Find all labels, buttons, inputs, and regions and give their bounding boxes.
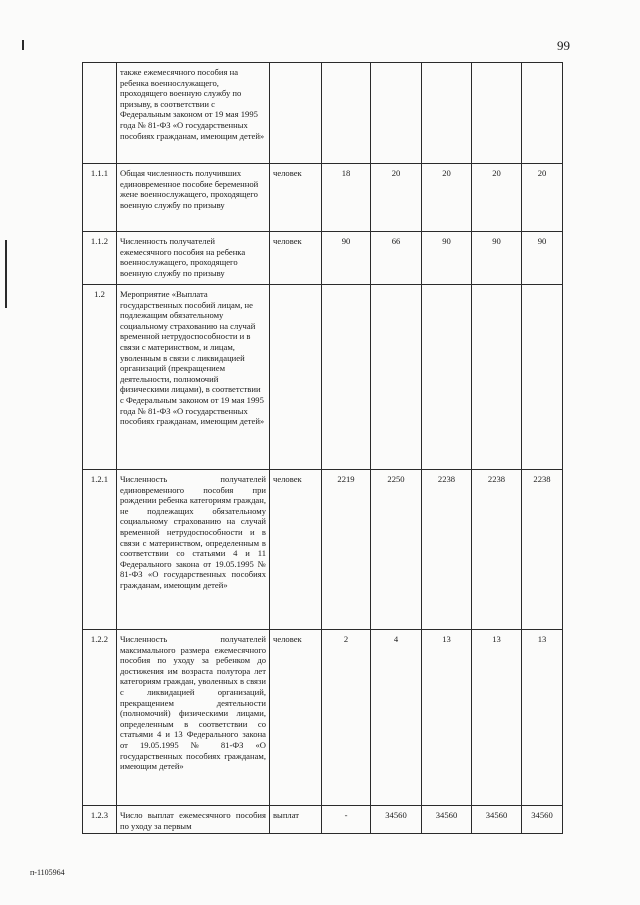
row-value-4: 2238 — [472, 470, 522, 630]
row-value-5: 13 — [522, 630, 563, 806]
row-number: 1.1.2 — [83, 232, 117, 285]
row-value-4: 13 — [472, 630, 522, 806]
row-value-4 — [472, 63, 522, 164]
row-value-2: 34560 — [371, 806, 422, 834]
row-unit: выплат — [270, 806, 322, 834]
row-description: Численность получателей единовременного пособия при рождении ребенка категориям граждан, не подлежащих обязательному социальному страхованию на случай временной нетрудоспособности и в связи с материнством, определенным в соответствии со статьями 4 и 11 Федерального закона от 19.05.1995 № 81-ФЗ «О государственных пособиях гражданам, имеющим детей» — [117, 470, 270, 630]
row-unit: человек — [270, 164, 322, 232]
row-value-5 — [522, 63, 563, 164]
row-value-3: 13 — [422, 630, 472, 806]
table-row — [83, 164, 563, 232]
row-value-3: 2238 — [422, 470, 472, 630]
footer-code: п-1105964 — [30, 868, 65, 877]
row-value-2 — [371, 285, 422, 470]
row-value-5: 2238 — [522, 470, 563, 630]
scan-mark-left — [5, 240, 7, 308]
table-row — [83, 630, 563, 806]
table-row — [83, 806, 563, 834]
row-value-4: 20 — [472, 164, 522, 232]
row-description: Мероприятие «Выплата государственных пособий лицам, не подлежащим обязательному социальному страхованию на случай временной нетрудоспособности и в связи с материнством, и лицам, уволенным в связи с ликвидацией организаций (прекращением деятельности, полномочий физическими лицами), в соответствии с Федеральным законом от 19 мая 1995 года № 81-ФЗ «О государственных пособиях гражданам, имеющим детей» — [117, 285, 270, 470]
row-description: Число выплат ежемесячного пособия по уходу за первым — [117, 806, 270, 834]
row-value-3: 20 — [422, 164, 472, 232]
row-value-4: 90 — [472, 232, 522, 285]
row-value-2: 2250 — [371, 470, 422, 630]
row-description: Численность получателей ежемесячного пособия на ребенка военнослужащего, проходящего военную службу по призыву — [117, 232, 270, 285]
row-value-3: 34560 — [422, 806, 472, 834]
table-row — [83, 470, 563, 630]
row-value-1: 2219 — [322, 470, 371, 630]
row-value-2: 4 — [371, 630, 422, 806]
row-value-1: 18 — [322, 164, 371, 232]
row-value-4: 34560 — [472, 806, 522, 834]
row-description: Численность получателей максимального размера ежемесячного пособия по уходу за ребенком до достижения им возраста полутора лет категориям граждан, уволенных в связи с ликвидацией организаций, прекращением деятельности (полномочий) физическими лицами, определенным в соответствии со статьями 4 и 13 Федерального закона от 19.05.1995 № 81-ФЗ «О государственных пособиях гражданам, имеющим детей» — [117, 630, 270, 806]
row-unit: человек — [270, 470, 322, 630]
row-number: 1.2 — [83, 285, 117, 470]
row-number: 1.1.1 — [83, 164, 117, 232]
row-number — [83, 63, 117, 164]
row-number: 1.2.3 — [83, 806, 117, 834]
row-value-5: 90 — [522, 232, 563, 285]
row-value-2: 66 — [371, 232, 422, 285]
page-number: 99 — [557, 38, 570, 53]
indicators-table — [82, 62, 563, 834]
row-value-3 — [422, 285, 472, 470]
row-value-4 — [472, 285, 522, 470]
scan-mark-top — [22, 40, 24, 50]
row-value-3: 90 — [422, 232, 472, 285]
row-unit: человек — [270, 232, 322, 285]
row-description: Общая численность получивших единовременное пособие беременной жене военнослужащего, проходящего военную службу по призыву — [117, 164, 270, 232]
row-value-1 — [322, 63, 371, 164]
table-row — [83, 232, 563, 285]
table-row — [83, 285, 563, 470]
row-value-1: 90 — [322, 232, 371, 285]
row-value-2 — [371, 63, 422, 164]
row-value-5 — [522, 285, 563, 470]
row-value-5: 20 — [522, 164, 563, 232]
row-description: также ежемесячного пособия на ребенка военнослужащего, проходящего военную службу по призыву, в соответствии с Федеральным законом от 19 мая 1995 года № 81-ФЗ «О государственных пособиях гражданам, имеющим детей» — [117, 63, 270, 164]
row-value-1 — [322, 285, 371, 470]
row-unit — [270, 63, 322, 164]
row-value-5: 34560 — [522, 806, 563, 834]
row-value-1: 2 — [322, 630, 371, 806]
row-value-1: - — [322, 806, 371, 834]
row-value-2: 20 — [371, 164, 422, 232]
row-value-3 — [422, 63, 472, 164]
row-unit: человек — [270, 630, 322, 806]
row-number: 1.2.2 — [83, 630, 117, 806]
row-unit — [270, 285, 322, 470]
row-number: 1.2.1 — [83, 470, 117, 630]
table-row — [83, 63, 563, 164]
